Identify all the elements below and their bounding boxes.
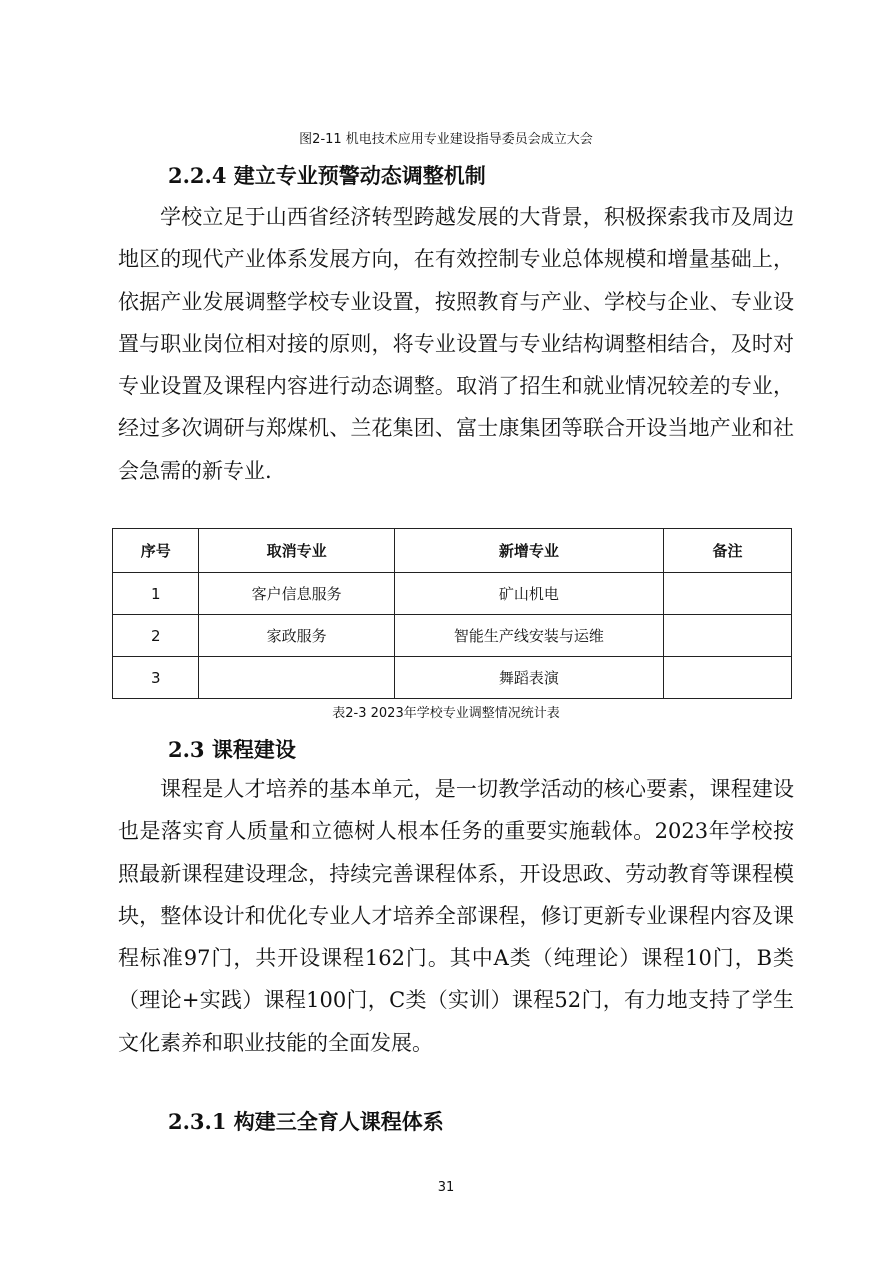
header-new: 新增专业 <box>394 529 663 573</box>
cell-cancelled <box>199 657 395 699</box>
cell-cancelled: 客户信息服务 <box>199 573 395 615</box>
cell-remark <box>663 573 791 615</box>
section-heading-2-2-4: 2.2.4 建立专业预警动态调整机制 <box>168 163 486 188</box>
cell-remark <box>663 615 791 657</box>
table-row <box>113 615 792 657</box>
cell-new: 矿山机电 <box>394 573 663 615</box>
cell-seq: 2 <box>113 615 199 657</box>
table-row <box>113 657 792 699</box>
section-heading-2-3-1: 2.3.1 构建三全育人课程体系 <box>168 1109 444 1134</box>
major-adjustment-table <box>112 528 792 699</box>
cell-seq: 1 <box>113 573 199 615</box>
header-seq: 序号 <box>113 529 199 573</box>
table-row <box>113 573 792 615</box>
cell-cancelled: 家政服务 <box>199 615 395 657</box>
table-caption: 表2-3 2023年学校专业调整情况统计表 <box>332 706 560 721</box>
cell-new: 舞蹈表演 <box>394 657 663 699</box>
section-paragraph-2-2-4: 学校立足于山西省经济转型跨越发展的大背景，积极探索我市及周边地区的现代产业体系发展方向，在有效控制专业总体规模和增量基础上，依据产业发展调整学校专业设置，按照教育与产业、学校与企业、专业设置与职业岗位相对接的原则，将专业设置与专业结构调整相结合，及时对专业设置及课程内容进行动态调整。取消了招生和就业情况较差的专业，经过多次调研与郑煤机、兰花集团、富士康集团等联合开设当地产业和社会急需的新专业. <box>118 205 794 483</box>
section-heading-2-3: 2.3 课程建设 <box>168 737 296 762</box>
cell-remark <box>663 657 791 699</box>
figure-caption: 图2-11 机电技术应用专业建设指导委员会成立大会 <box>299 132 593 147</box>
header-cancelled: 取消专业 <box>199 529 395 573</box>
page-number: 31 <box>437 1180 455 1195</box>
header-remark: 备注 <box>663 529 791 573</box>
table-header-row <box>113 529 792 573</box>
section-paragraph-2-3: 课程是人才培养的基本单元，是一切教学活动的核心要素，课程建设也是落实育人质量和立德树人根本任务的重要实施载体。2023年学校按照最新课程建设理念，持续完善课程体系，开设思政、劳动教育等课程模块，整体设计和优化专业人才培养全部课程，修订更新专业课程内容及课程标准97门，共开设课程162门。其中A类（纯理论）课程10门，B类（理论+实践）课程100门，C类（实训）课程52门，有力地支持了学生文化素养和职业技能的全面发展。 <box>118 777 794 1055</box>
cell-seq: 3 <box>113 657 199 699</box>
cell-new: 智能生产线安装与运维 <box>394 615 663 657</box>
